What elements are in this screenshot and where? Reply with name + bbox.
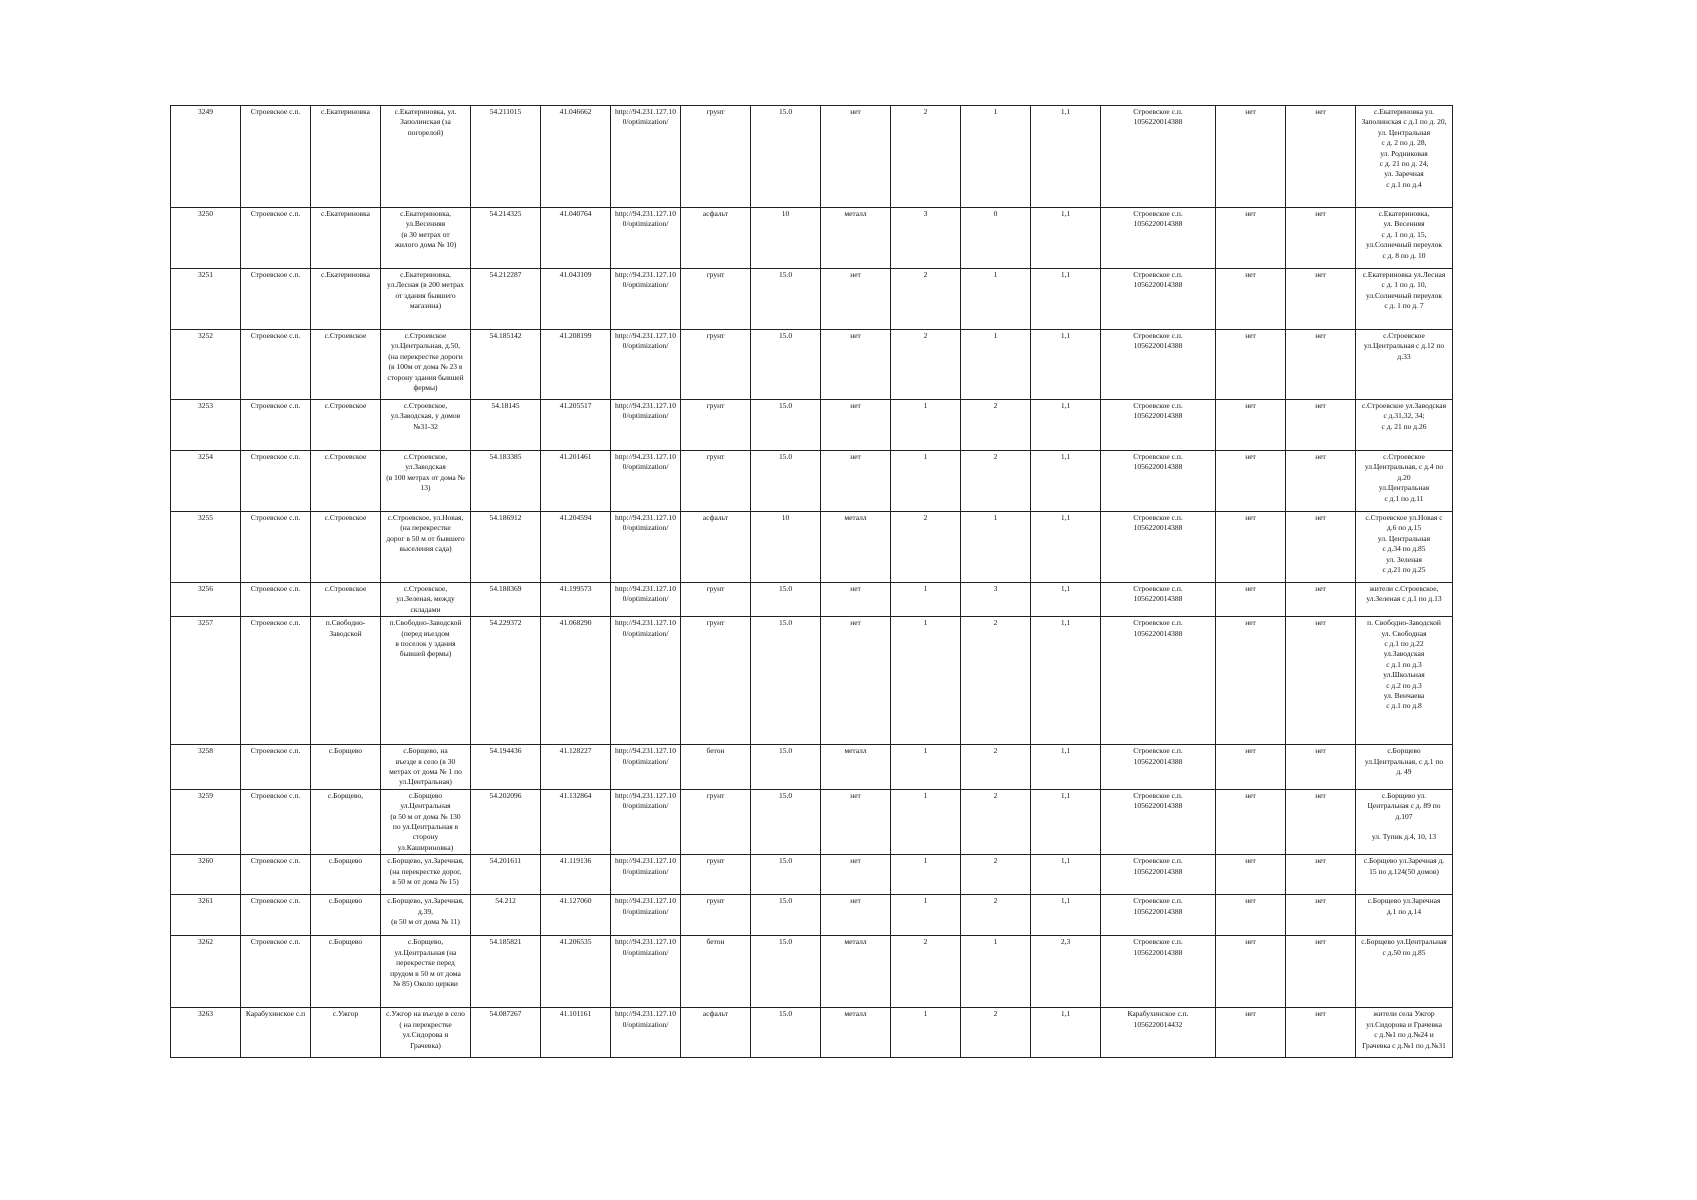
cell-containers: 2 [891, 106, 961, 208]
cell-volume: 1,1 [1031, 106, 1101, 208]
cell-address: с.Борщево, ул.Заречная, (на перекрестке дорог, в 50 м от дома № 15) [381, 855, 471, 895]
cell-volume: 1,1 [1031, 1008, 1101, 1058]
cell-containers: 1 [891, 583, 961, 617]
cell-sources: с.Екатериновка, ул. Весенняя с д. 1 по д. 15, ул.Солнечный переулок с д. 8 по д. 10 [1356, 208, 1453, 269]
data-table [170, 105, 1453, 1058]
cell-owner: Строевское с.п. 1056220014388 [1101, 936, 1216, 1008]
cell-bunker: нет [1286, 617, 1356, 745]
cell-address: с.Екатериновка, ул. Заполинская (за погорелой) [381, 106, 471, 208]
cell-volume-count: 1 [961, 106, 1031, 208]
cell-owner: Строевское с.п. 1056220014388 [1101, 895, 1216, 936]
cell-fence: нет [821, 451, 891, 512]
cell-address: с.Екатериновка, ул.Весенняя (в 30 метрах от жилого дома № 10) [381, 208, 471, 269]
cell-containers: 1 [891, 451, 961, 512]
cell-containers: 2 [891, 269, 961, 330]
cell-containers: 1 [891, 400, 961, 451]
cell-settlement: Строевское с.п. [241, 855, 311, 895]
cell-separate: нет [1216, 895, 1286, 936]
cell-fence: металл [821, 936, 891, 1008]
cell-bunker: нет [1286, 451, 1356, 512]
cell-owner: Строевское с.п. 1056220014388 [1101, 789, 1216, 854]
cell-separate: нет [1216, 451, 1286, 512]
table-row [171, 895, 1453, 936]
cell-longitude: 41.068290 [541, 617, 611, 745]
cell-url: http://94.231.127.10 0/optimization/ [611, 1008, 681, 1058]
cell-owner: Строевское с.п. 1056220014388 [1101, 512, 1216, 583]
cell-locality: с.Строевское [311, 512, 381, 583]
cell-containers: 1 [891, 789, 961, 854]
cell-surface: грунт [681, 895, 751, 936]
cell-locality: с.Борщево [311, 855, 381, 895]
cell-latitude: 54.211015 [471, 106, 541, 208]
cell-locality: с.Борщево [311, 895, 381, 936]
cell-volume: 1,1 [1031, 400, 1101, 451]
cell-latitude: 54.188369 [471, 583, 541, 617]
cell-address: с.Строевское ул.Центральная, д.50, (на перекрестке дороги (в 100м от дома № 23 в сторону здания бывшей фермы) [381, 330, 471, 400]
cell-latitude: 54.214325 [471, 208, 541, 269]
cell-containers: 2 [891, 330, 961, 400]
cell-fence: нет [821, 330, 891, 400]
cell-containers: 1 [891, 745, 961, 790]
cell-id: 3250 [171, 208, 241, 269]
cell-id: 3249 [171, 106, 241, 208]
cell-surface: грунт [681, 617, 751, 745]
cell-sources: с.Екатериновка ул.Лесная с д. 1 по д. 10, ул.Солнечный переулок с д. 1 по д. 7 [1356, 269, 1453, 330]
cell-settlement: Строевское с.п. [241, 208, 311, 269]
cell-area: 15.0 [751, 1008, 821, 1058]
cell-volume-count: 2 [961, 745, 1031, 790]
cell-address: п.Свободно-Заводской (перед въездом в поселок у здания бывшей фермы) [381, 617, 471, 745]
cell-owner: Строевское с.п. 1056220014388 [1101, 583, 1216, 617]
table-row [171, 936, 1453, 1008]
cell-id: 3252 [171, 330, 241, 400]
cell-separate: нет [1216, 400, 1286, 451]
cell-fence: нет [821, 583, 891, 617]
cell-bunker: нет [1286, 895, 1356, 936]
cell-fence: металл [821, 1008, 891, 1058]
table-row [171, 617, 1453, 745]
cell-separate: нет [1216, 1008, 1286, 1058]
cell-url: http://94.231.127.10 0/optimization/ [611, 106, 681, 208]
cell-surface: асфальт [681, 208, 751, 269]
cell-sources: жители с.Строевское, ул.Зеленая с д.1 по д.13 [1356, 583, 1453, 617]
cell-fence: нет [821, 895, 891, 936]
cell-settlement: Строевское с.п. [241, 789, 311, 854]
cell-url: http://94.231.127.10 0/optimization/ [611, 789, 681, 854]
cell-separate: нет [1216, 789, 1286, 854]
cell-bunker: нет [1286, 936, 1356, 1008]
cell-settlement: Карабухинское с.п [241, 1008, 311, 1058]
cell-owner: Строевское с.п. 1056220014388 [1101, 208, 1216, 269]
cell-volume-count: 1 [961, 936, 1031, 1008]
cell-bunker: нет [1286, 269, 1356, 330]
cell-locality: с.Екатериновка [311, 269, 381, 330]
cell-separate: нет [1216, 208, 1286, 269]
cell-longitude: 41.204594 [541, 512, 611, 583]
cell-fence: нет [821, 617, 891, 745]
cell-volume: 1,1 [1031, 617, 1101, 745]
cell-area: 15.0 [751, 269, 821, 330]
cell-fence: нет [821, 400, 891, 451]
cell-sources: с.Борщево ул.Центральная, с д.1 по д. 49 [1356, 745, 1453, 790]
cell-address: с.Строевское, ул.Заводская, у домов №31-32 [381, 400, 471, 451]
cell-url: http://94.231.127.10 0/optimization/ [611, 512, 681, 583]
cell-area: 15.0 [751, 936, 821, 1008]
cell-fence: металл [821, 208, 891, 269]
cell-longitude: 41.128227 [541, 745, 611, 790]
cell-locality: с.Строевское [311, 583, 381, 617]
cell-owner: Строевское с.п. 1056220014388 [1101, 855, 1216, 895]
cell-url: http://94.231.127.10 0/optimization/ [611, 330, 681, 400]
cell-locality: с.Борщево, [311, 789, 381, 854]
cell-url: http://94.231.127.10 0/optimization/ [611, 269, 681, 330]
cell-sources: с.Екатериновка ул. Заполинская с д.1 по д. 20, ул. Центральная с д. 2 по д. 28, ул. Родниковая с д. 21 по д. 24, ул. Заречная с д.1 по д.4 [1356, 106, 1453, 208]
cell-id: 3254 [171, 451, 241, 512]
cell-locality: с.Строевское [311, 400, 381, 451]
cell-latitude: 54.212287 [471, 269, 541, 330]
cell-volume-count: 1 [961, 330, 1031, 400]
cell-longitude: 41.046662 [541, 106, 611, 208]
cell-latitude: 54.212 [471, 895, 541, 936]
cell-sources: п. Свободно-Заводской ул. Свободная с д.1 по д.22 ул.Заводская с д.1 по д.3 ул.Школьная с д.2 по д.3 ул. Венчаева с д.1 по д.8 [1356, 617, 1453, 745]
cell-owner: Строевское с.п. 1056220014388 [1101, 330, 1216, 400]
table-row [171, 512, 1453, 583]
cell-locality: с.Екатериновка [311, 106, 381, 208]
cell-volume: 2,3 [1031, 936, 1101, 1008]
cell-locality: с.Строевское [311, 451, 381, 512]
cell-owner: Строевское с.п. 1056220014388 [1101, 451, 1216, 512]
cell-separate: нет [1216, 583, 1286, 617]
cell-containers: 1 [891, 617, 961, 745]
cell-bunker: нет [1286, 789, 1356, 854]
cell-latitude: 54.194436 [471, 745, 541, 790]
cell-url: http://94.231.127.10 0/optimization/ [611, 400, 681, 451]
cell-url: http://94.231.127.10 0/optimization/ [611, 895, 681, 936]
cell-surface: грунт [681, 400, 751, 451]
cell-volume-count: 2 [961, 895, 1031, 936]
cell-settlement: Строевское с.п. [241, 583, 311, 617]
cell-locality: с.Борщево [311, 936, 381, 1008]
cell-area: 15.0 [751, 855, 821, 895]
cell-fence: нет [821, 789, 891, 854]
cell-surface: грунт [681, 583, 751, 617]
table-row [171, 106, 1453, 208]
cell-locality: с.Строевское [311, 330, 381, 400]
cell-volume-count: 2 [961, 400, 1031, 451]
cell-locality: с.Екатериновка [311, 208, 381, 269]
cell-sources: с.Строевское ул.Центральная, с д.4 по д.20 ул.Центральная с д.1 по д.11 [1356, 451, 1453, 512]
cell-sources: с.Борщево ул.Заречная д. 15 по д.124(50 домов) [1356, 855, 1453, 895]
cell-surface: бетон [681, 745, 751, 790]
cell-longitude: 41.205517 [541, 400, 611, 451]
cell-sources: жители села Ужгор ул.Сидорова и Грачевка с д.№1 по д.№24 и Грачевка с д.№1 по д.№31 [1356, 1008, 1453, 1058]
cell-settlement: Строевское с.п. [241, 106, 311, 208]
cell-area: 15.0 [751, 451, 821, 512]
cell-sources: с.Борщево ул. Центральная с д. 89 по д.107 ул. Тупик д.4, 10, 13 [1356, 789, 1453, 854]
cell-owner: Строевское с.п. 1056220014388 [1101, 106, 1216, 208]
cell-owner: Строевское с.п. 1056220014388 [1101, 269, 1216, 330]
cell-owner: Карабухинское с.п. 1056220014432 [1101, 1008, 1216, 1058]
table-row [171, 269, 1453, 330]
cell-sources: с.Борщево ул.Заречная д.1 по д.14 [1356, 895, 1453, 936]
cell-area: 15.0 [751, 106, 821, 208]
cell-latitude: 54.201611 [471, 855, 541, 895]
cell-address: с.Борщево, на въезде в село (в 30 метрах от дома № 1 по ул.Центральная) [381, 745, 471, 790]
cell-volume-count: 2 [961, 1008, 1031, 1058]
cell-longitude: 41.127060 [541, 895, 611, 936]
cell-address: с.Строевское, ул.Новая, (на перекрестке дорог в 50 м от бывшего выселения сада) [381, 512, 471, 583]
table-row [171, 400, 1453, 451]
cell-separate: нет [1216, 855, 1286, 895]
cell-longitude: 41.201461 [541, 451, 611, 512]
cell-id: 3251 [171, 269, 241, 330]
cell-containers: 2 [891, 936, 961, 1008]
cell-fence: нет [821, 855, 891, 895]
cell-surface: бетон [681, 936, 751, 1008]
cell-volume: 1,1 [1031, 330, 1101, 400]
cell-latitude: 54.186912 [471, 512, 541, 583]
cell-address: с.Борщево ул.Центральная (в 50 м от дома № 130 по ул.Центральная в сторону ул.Кашириновка) [381, 789, 471, 854]
cell-sources: с.Строевское ул.Новая с д.6 по д.15 ул. Центральная с д.34 по д.85 ул. Зеленая с д.21 по д.25 [1356, 512, 1453, 583]
cell-settlement: Строевское с.п. [241, 936, 311, 1008]
cell-owner: Строевское с.п. 1056220014388 [1101, 745, 1216, 790]
cell-settlement: Строевское с.п. [241, 512, 311, 583]
cell-sources: с.Строевское ул.Заводская с д.31,32, 34; с д. 21 по д.26 [1356, 400, 1453, 451]
cell-latitude: 54.183385 [471, 451, 541, 512]
cell-locality: с.Ужгор [311, 1008, 381, 1058]
cell-url: http://94.231.127.10 0/optimization/ [611, 936, 681, 1008]
cell-id: 3260 [171, 855, 241, 895]
cell-separate: нет [1216, 106, 1286, 208]
table-row [171, 208, 1453, 269]
cell-bunker: нет [1286, 330, 1356, 400]
cell-volume-count: 0 [961, 208, 1031, 269]
cell-volume: 1,1 [1031, 789, 1101, 854]
cell-containers: 2 [891, 512, 961, 583]
cell-volume: 1,1 [1031, 855, 1101, 895]
cell-bunker: нет [1286, 583, 1356, 617]
cell-settlement: Строевское с.п. [241, 330, 311, 400]
cell-url: http://94.231.127.10 0/optimization/ [611, 617, 681, 745]
cell-address: с.Екатериновка, ул.Лесная (в 200 метрах от здания бывшего магазина) [381, 269, 471, 330]
cell-separate: нет [1216, 512, 1286, 583]
cell-id: 3263 [171, 1008, 241, 1058]
cell-url: http://94.231.127.10 0/optimization/ [611, 208, 681, 269]
cell-volume: 1,1 [1031, 745, 1101, 790]
cell-volume-count: 2 [961, 789, 1031, 854]
cell-longitude: 41.132864 [541, 789, 611, 854]
cell-longitude: 41.208199 [541, 330, 611, 400]
cell-url: http://94.231.127.10 0/optimization/ [611, 745, 681, 790]
cell-surface: асфальт [681, 512, 751, 583]
cell-separate: нет [1216, 330, 1286, 400]
cell-id: 3255 [171, 512, 241, 583]
cell-locality: п.Свободно- Заводской [311, 617, 381, 745]
cell-url: http://94.231.127.10 0/optimization/ [611, 451, 681, 512]
cell-id: 3262 [171, 936, 241, 1008]
cell-address: с.Строевское, ул.Заводская (в 100 метрах от дома № 13) [381, 451, 471, 512]
cell-area: 10 [751, 208, 821, 269]
cell-area: 15.0 [751, 895, 821, 936]
cell-bunker: нет [1286, 855, 1356, 895]
cell-separate: нет [1216, 617, 1286, 745]
cell-fence: нет [821, 106, 891, 208]
table-row [171, 745, 1453, 790]
cell-surface: асфальт [681, 1008, 751, 1058]
cell-id: 3258 [171, 745, 241, 790]
cell-settlement: Строевское с.п. [241, 451, 311, 512]
cell-volume-count: 2 [961, 617, 1031, 745]
cell-address: с.Борщево, ул.Заречная, д.39, (в 50 м от дома № 11) [381, 895, 471, 936]
cell-latitude: 54.087267 [471, 1008, 541, 1058]
cell-id: 3257 [171, 617, 241, 745]
cell-containers: 3 [891, 208, 961, 269]
cell-url: http://94.231.127.10 0/optimization/ [611, 855, 681, 895]
table-row [171, 855, 1453, 895]
cell-area: 15.0 [751, 583, 821, 617]
cell-address: с.Ужгор на въезде в село ( на перекрестке ул.Сидорова и Грачевка) [381, 1008, 471, 1058]
cell-longitude: 41.206535 [541, 936, 611, 1008]
cell-area: 15.0 [751, 617, 821, 745]
cell-volume-count: 3 [961, 583, 1031, 617]
cell-volume-count: 2 [961, 855, 1031, 895]
cell-owner: Строевское с.п. 1056220014388 [1101, 617, 1216, 745]
cell-bunker: нет [1286, 1008, 1356, 1058]
cell-address: с.Борщево, ул.Центральная (на перекрестке перед прудом в 50 м от дома № 85) Около церкви [381, 936, 471, 1008]
cell-bunker: нет [1286, 208, 1356, 269]
cell-longitude: 41.101161 [541, 1008, 611, 1058]
cell-volume: 1,1 [1031, 208, 1101, 269]
cell-surface: грунт [681, 451, 751, 512]
cell-separate: нет [1216, 936, 1286, 1008]
cell-settlement: Строевское с.п. [241, 895, 311, 936]
cell-surface: грунт [681, 789, 751, 854]
cell-fence: металл [821, 745, 891, 790]
cell-id: 3253 [171, 400, 241, 451]
cell-settlement: Строевское с.п. [241, 269, 311, 330]
cell-separate: нет [1216, 269, 1286, 330]
cell-area: 15.0 [751, 400, 821, 451]
cell-latitude: 54.185821 [471, 936, 541, 1008]
cell-id: 3259 [171, 789, 241, 854]
cell-volume: 1,1 [1031, 512, 1101, 583]
cell-volume-count: 2 [961, 451, 1031, 512]
cell-longitude: 41.043109 [541, 269, 611, 330]
cell-latitude: 54.18145 [471, 400, 541, 451]
cell-locality: с.Борщево [311, 745, 381, 790]
cell-longitude: 41.199573 [541, 583, 611, 617]
cell-settlement: Строевское с.п. [241, 400, 311, 451]
cell-owner: Строевское с.п. 1056220014388 [1101, 400, 1216, 451]
cell-surface: грунт [681, 855, 751, 895]
cell-volume: 1,1 [1031, 583, 1101, 617]
cell-fence: металл [821, 512, 891, 583]
cell-longitude: 41.119136 [541, 855, 611, 895]
table-row [171, 583, 1453, 617]
cell-area: 15.0 [751, 330, 821, 400]
cell-surface: грунт [681, 106, 751, 208]
table-row [171, 451, 1453, 512]
cell-url: http://94.231.127.10 0/optimization/ [611, 583, 681, 617]
cell-address: с.Строевское, ул.Зеленая, между складами [381, 583, 471, 617]
cell-containers: 1 [891, 1008, 961, 1058]
cell-fence: нет [821, 269, 891, 330]
cell-id: 3256 [171, 583, 241, 617]
cell-separate: нет [1216, 745, 1286, 790]
cell-surface: грунт [681, 269, 751, 330]
cell-bunker: нет [1286, 745, 1356, 790]
cell-latitude: 54.202096 [471, 789, 541, 854]
cell-volume-count: 1 [961, 512, 1031, 583]
cell-volume: 1,1 [1031, 451, 1101, 512]
cell-sources: с.Борщево ул.Центральная с д.50 по д.85 [1356, 936, 1453, 1008]
cell-bunker: нет [1286, 400, 1356, 451]
cell-volume: 1,1 [1031, 269, 1101, 330]
cell-volume-count: 1 [961, 269, 1031, 330]
cell-settlement: Строевское с.п. [241, 617, 311, 745]
cell-area: 15.0 [751, 789, 821, 854]
cell-containers: 1 [891, 895, 961, 936]
cell-area: 10 [751, 512, 821, 583]
cell-latitude: 54.229372 [471, 617, 541, 745]
cell-containers: 1 [891, 855, 961, 895]
cell-bunker: нет [1286, 106, 1356, 208]
table-row [171, 789, 1453, 854]
cell-id: 3261 [171, 895, 241, 936]
cell-sources: с.Строевское ул.Центральная с д.12 по д.33 [1356, 330, 1453, 400]
cell-longitude: 41.040764 [541, 208, 611, 269]
cell-bunker: нет [1286, 512, 1356, 583]
cell-area: 15.0 [751, 745, 821, 790]
cell-surface: грунт [681, 330, 751, 400]
table-row [171, 330, 1453, 400]
cell-volume: 1,1 [1031, 895, 1101, 936]
cell-settlement: Строевское с.п. [241, 745, 311, 790]
cell-latitude: 54.185142 [471, 330, 541, 400]
table-row [171, 1008, 1453, 1058]
